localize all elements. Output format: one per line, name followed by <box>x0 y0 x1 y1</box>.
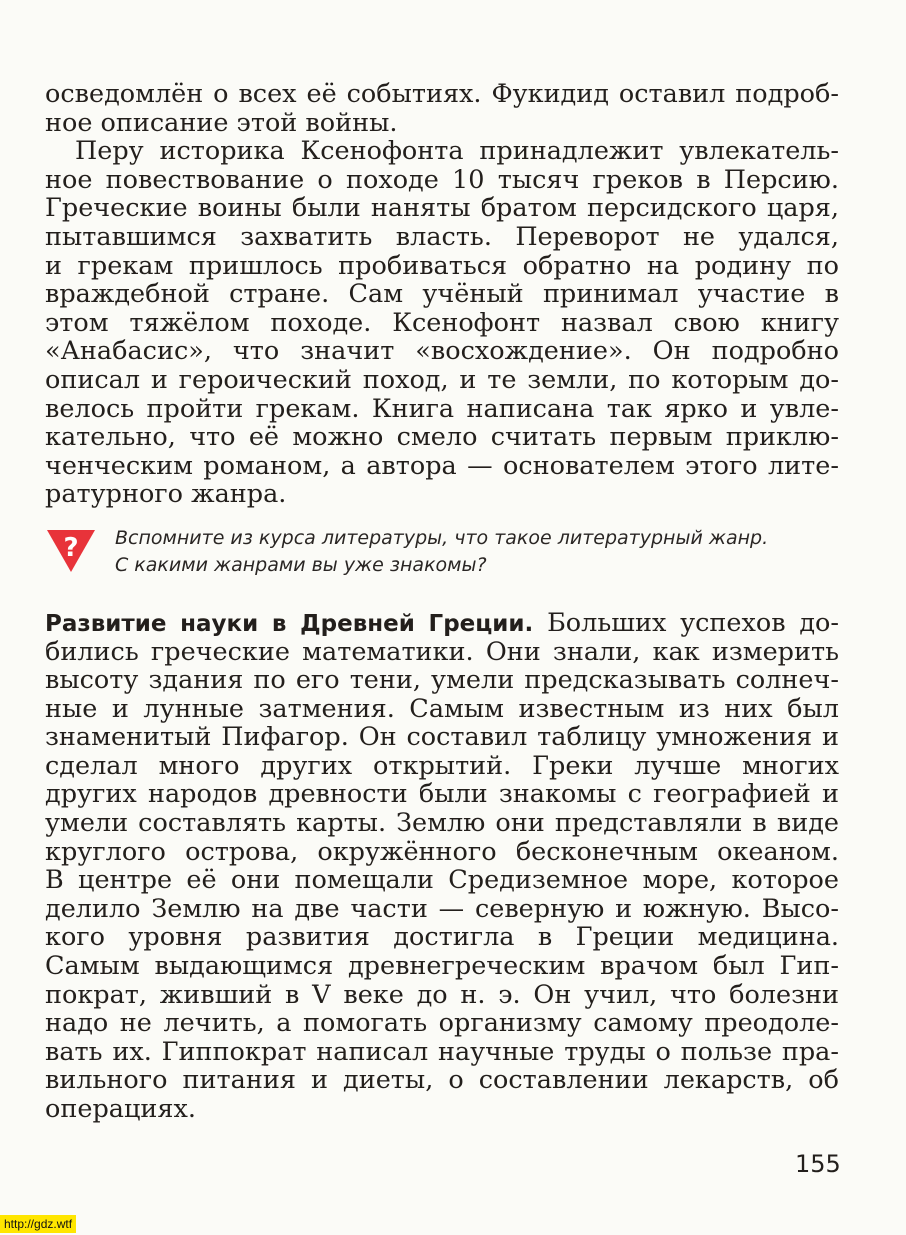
text-line: умели составлять карты. Землю они представляли в виде <box>45 808 839 839</box>
question-text <box>115 525 839 579</box>
text-line: знаменитый Пифагор. Он составил таблицу умножения и <box>45 722 839 753</box>
question-triangle-icon <box>45 527 97 573</box>
text-line: описал и героический поход, и те земли, по которым до- <box>45 364 839 395</box>
text-line: бились греческие математики. Они знали, как измерить <box>45 636 839 667</box>
text-line: ченческим романом, а автора — основателем этого лите- <box>45 450 839 481</box>
text-line: других народов древности были знакомы с географией и <box>45 779 839 810</box>
text-line: кого уровня развития достигла в Греции медицина. <box>45 922 839 953</box>
text-line: ные и лунные затмения. Самым известным из них был <box>45 693 839 724</box>
text-line: пытавшимся захватить власть. Переворот не удался, <box>45 221 839 252</box>
page-number: 155 <box>795 1150 841 1178</box>
text-line: и грекам пришлось пробиваться обратно на родину по <box>45 250 839 281</box>
text-line: вать их. Гиппократ написал научные труды о пользе пра- <box>45 1036 839 1067</box>
text-line: сделал много других открытий. Греки лучше многих <box>45 750 839 781</box>
paragraph-thucydides <box>45 80 839 137</box>
text-line: этом тяжёлом походе. Ксенофонт назвал свою книгу <box>45 307 839 338</box>
text-line: ное повествование о походе 10 тысяч греков в Персию. <box>45 164 839 195</box>
text-line: Перу историка Ксенофонта принадлежит увлекатель- <box>75 136 839 167</box>
text-line: высоту здания по его тени, умели предсказывать солнеч- <box>45 665 839 696</box>
text-line: операциях. <box>45 1094 196 1124</box>
section-heading: Развитие науки в Древней Греции. <box>45 610 534 637</box>
text-line: Самым выдающимся древнегреческим врачом был Гип- <box>45 951 839 982</box>
text-line: круглого острова, окружённого бесконечным океаном. <box>45 836 839 867</box>
text-line: велось пройти грекам. Книга написана так ярко и увле- <box>45 393 839 424</box>
text-line: осведомлён о всех её событиях. Фукидид оставил подроб- <box>45 79 839 109</box>
source-watermark-link[interactable]: http://gdz.wtf <box>0 1215 76 1233</box>
text-line: ное описание этой войны. <box>45 107 398 138</box>
text-line: надо не лечить, а помогать организму самому преодоле- <box>45 1008 839 1039</box>
text-line: делило Землю на две части — северную и южную. Высо- <box>45 893 839 924</box>
text-line: В центре её они помещали Средиземное море, которое <box>45 865 839 896</box>
paragraph-xenophon <box>45 137 839 509</box>
question-line: С какими жанрами вы уже знакомы? <box>115 553 487 576</box>
text-line: кательно, что её можно смело считать первым приклю- <box>45 422 839 453</box>
section-science <box>45 609 839 1124</box>
text-line: Греческие воины были наняты братом персидского царя, <box>45 193 839 224</box>
text-line: ратурного жанра. <box>45 479 287 510</box>
text-line: вильного питания и диеты, о составлении лекарств, об <box>45 1065 839 1096</box>
text-line: пократ, живший в V веке до н. э. Он учил, что болезни <box>45 979 839 1010</box>
text-line: враждебной стране. Сам учёный принимал участие в <box>45 279 839 310</box>
text-line: «Анабасис», что значит «восхождение». Он подробно <box>45 336 839 367</box>
page-content <box>45 80 839 1124</box>
question-line: Вспомните из курса литературы, что такое литературный жанр. <box>115 526 769 549</box>
section-first-line <box>45 609 839 638</box>
text-fragment: Больших успехов до- <box>547 607 839 638</box>
question-box <box>45 523 839 583</box>
svg-text:?: ? <box>63 532 79 563</box>
